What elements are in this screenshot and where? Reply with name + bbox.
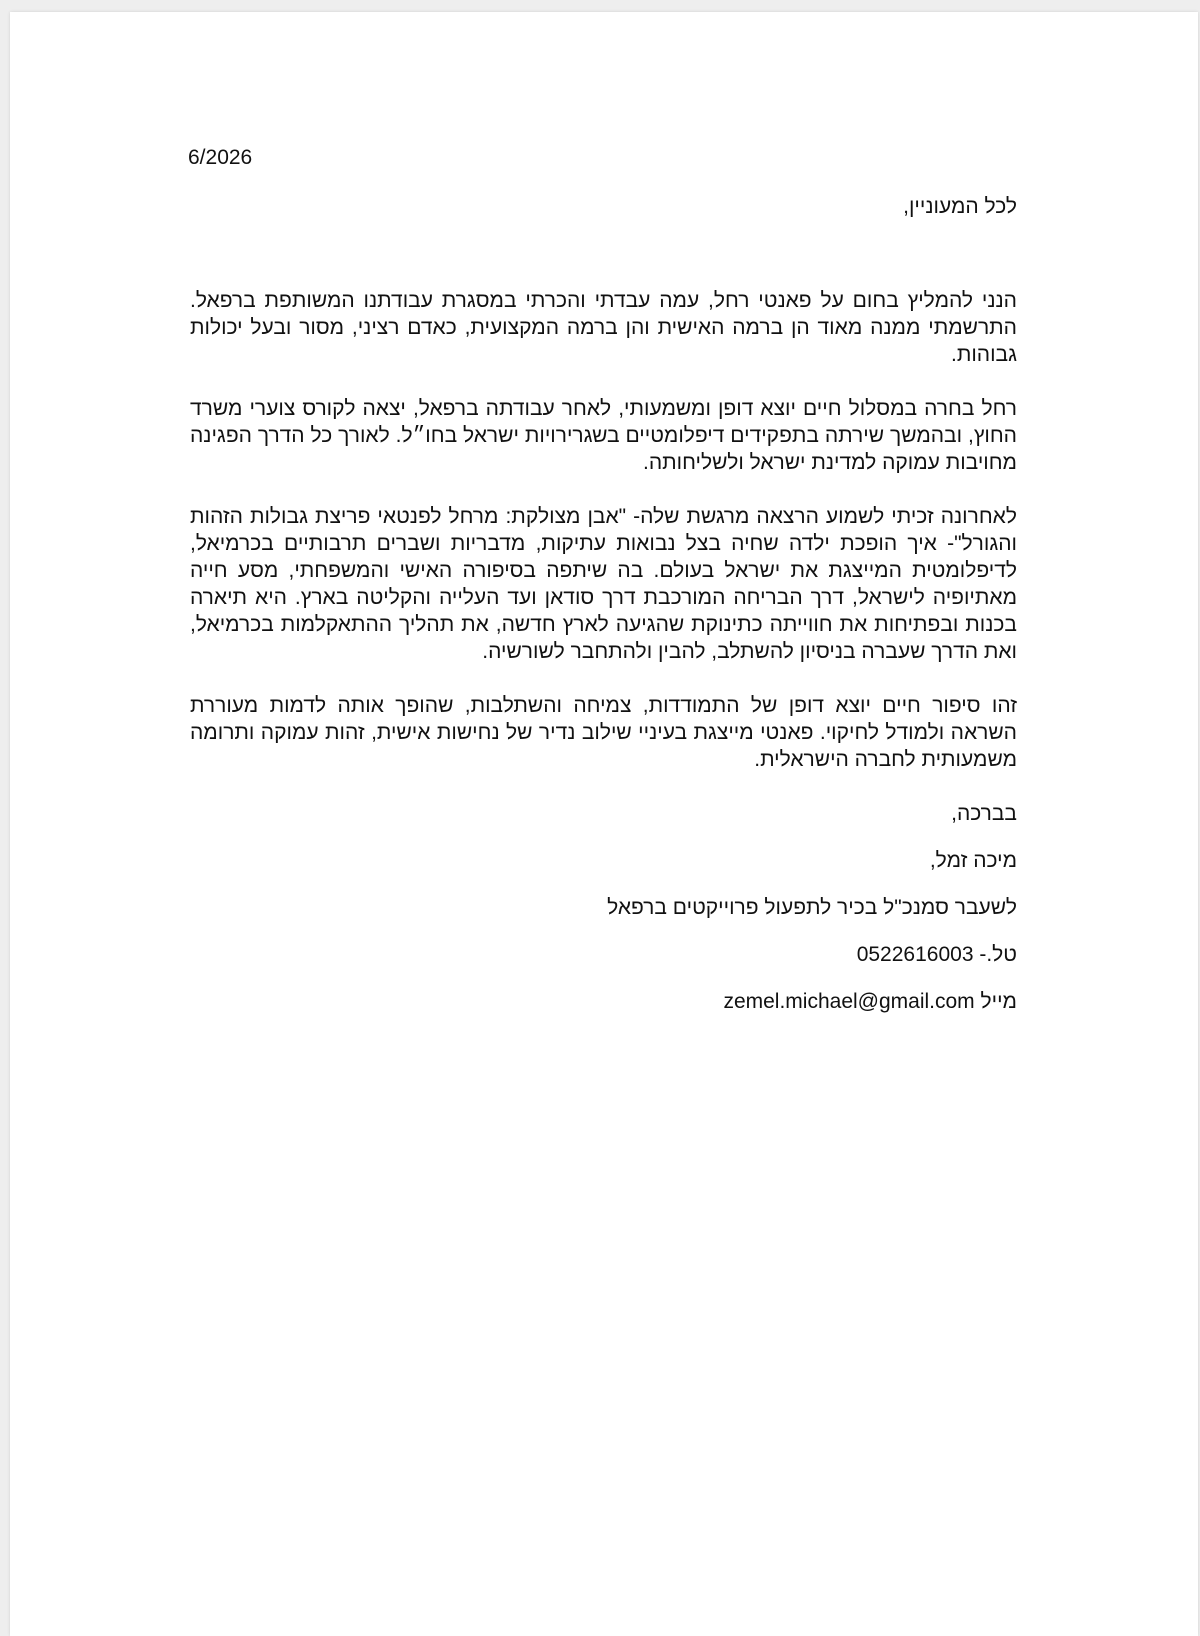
paragraph-summary: זהו סיפור חיים יוצא דופן של התמודדות, צמיחה והשתלבות, שהופך אותה לדמות מעוררת השראה ולמודל לחיקוי. פאנטי מייצגת בעיניי שילוב נדיר של נחישות אישית, זהות עמוקה ותרומה משמעותית לחברה הישראלית. bbox=[190, 694, 1017, 771]
paragraph-career: רחל בחרה במסלול חיים יוצא דופן ומשמעותי, לאחר עבודתה ברפאל, יצאה לקורס צוערי משרד החוץ, ובהמשך שירתה בתפקידים דיפלומטיים בשגרירויות ישראל בחו״ל. לאורך כל הדרך הפגינה מחויבות עמוקה למדינת ישראל ולשליחותה. bbox=[190, 397, 1017, 474]
signer-name: מיכה זמל, bbox=[929, 849, 1017, 872]
signer-phone: טל.- 0522616003 bbox=[856, 943, 1017, 966]
closing: בברכה, bbox=[951, 802, 1017, 825]
greeting: לכל המעוניין, bbox=[903, 195, 1017, 218]
letter-date: 6/2026 bbox=[188, 146, 253, 169]
paragraph-lecture: לאחרונה זכיתי לשמוע הרצאה מרגשת שלה- "אבן מצולקת: מרחל לפנטאי פריצת גבולות הזהות והגורל"- איך הופכת ילדה שחיה בצל נבואות עתיקות, מדבריות ושברים תרבותיים בכרמיאל, לדיפלומטית המייצגת את ישראל בעולם. בה שיתפה בסיפורה האישי והמשפחתי, מסע חייה מאתיופיה לישראל, דרך הבריחה המורכבת דרך סודאן ועד העלייה והקליטה בארץ. היא תיארה בכנות ובפתיחות את חווייתה כתינוקת שהגיעה לארץ חדשה, את תהליך ההתאקלמות בכרמיאל, ואת הדרך שעברה בניסיון להשתלב, להבין ולהתחבר לשורשיה. bbox=[190, 505, 1017, 663]
paragraph-recommendation: הנני להמליץ בחום על פאנטי רחל, עמה עבדתי והכרתי במסגרת עבודתנו המשותפת ברפאל. התרשמתי ממנה מאוד הן ברמה האישית והן ברמה המקצועית, כאדם רציני, מסור ובעל יכולות גבוהות. bbox=[190, 289, 1017, 366]
signer-email: מייל zemel.michael@gmail.com bbox=[723, 990, 1017, 1013]
signer-role: לשעבר סמנכ"ל בכיר לתפעול פרוייקטים ברפאל bbox=[607, 896, 1017, 919]
